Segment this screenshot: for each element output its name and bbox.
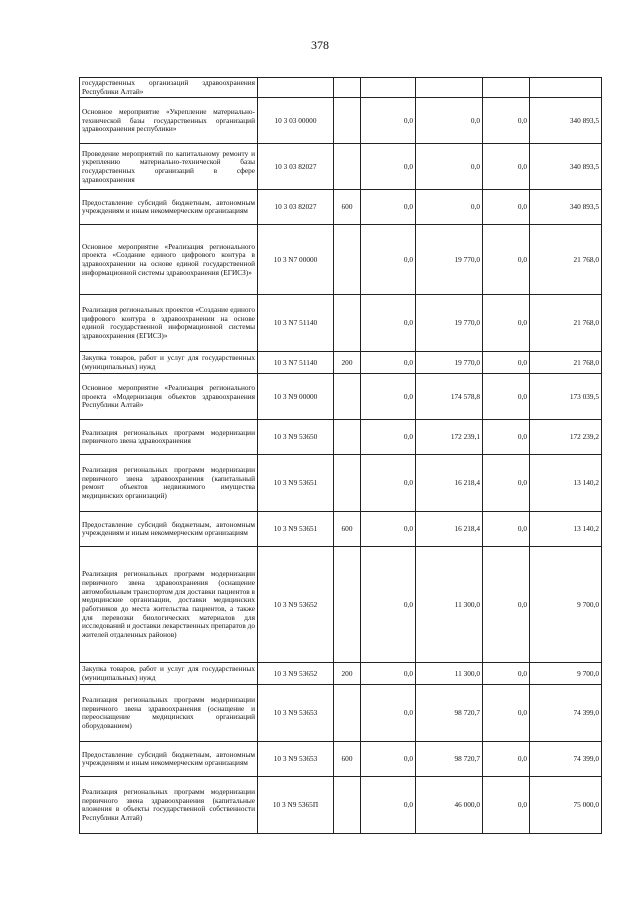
row-description: Реализация региональных программ модернизации первичного звена здравоохранения (капитальные вложения в объекты государственной собственности Республики Алтай) <box>80 777 258 834</box>
row-code: 10 3 N9 53652 <box>258 663 334 685</box>
table-row <box>80 225 602 295</box>
row-expense-type: 200 <box>334 663 361 685</box>
row-code: 10 3 03 00000 <box>258 98 334 144</box>
row-value-2: 0,0 <box>416 144 483 190</box>
row-value-3: 0,0 <box>483 547 530 663</box>
row-description: Основное мероприятие «Реализация регионального проекта «Создание единого цифрового контура в здравоохранении на основе единой государственной информационной системы здравоохранения (ЕГИСЗ)» <box>80 225 258 295</box>
row-value-4: 340 893,5 <box>530 190 602 225</box>
table-row <box>80 190 602 225</box>
row-value-3: 0,0 <box>483 777 530 834</box>
table-row <box>80 777 602 834</box>
row-description: Предоставление субсидий бюджетным, автономным учреждениям и иным некоммерческим организациям <box>80 742 258 777</box>
row-value-3: 0,0 <box>483 144 530 190</box>
row-code: 10 3 N7 00000 <box>258 225 334 295</box>
row-code: 10 3 N9 5365П <box>258 777 334 834</box>
row-value-3: 0,0 <box>483 455 530 512</box>
row-description: государственных организаций здравоохранения Республики Алтай» <box>80 78 258 98</box>
row-value-2: 172 239,1 <box>416 420 483 455</box>
row-expense-type <box>334 295 361 352</box>
row-code <box>258 78 334 98</box>
row-description: Реализация региональных программ модернизации первичного звена здравоохранения (оснащение и переоснащение медицинских организаций оборудованием) <box>80 685 258 742</box>
row-description: Предоставление субсидий бюджетным, автономным учреждениям и иным некоммерческим организациям <box>80 512 258 547</box>
row-value-4: 340 893,5 <box>530 98 602 144</box>
row-value-4: 9 700,0 <box>530 547 602 663</box>
row-value-2: 0,0 <box>416 98 483 144</box>
row-description: Основное мероприятие «Укрепление материально-технической базы государственных организаций здравоохранения республики» <box>80 98 258 144</box>
row-value-1 <box>361 78 416 98</box>
table-row <box>80 420 602 455</box>
row-value-2: 11 300,0 <box>416 547 483 663</box>
row-value-3: 0,0 <box>483 512 530 547</box>
row-expense-type <box>334 374 361 420</box>
row-value-2: 174 578,8 <box>416 374 483 420</box>
row-value-4: 74 399,0 <box>530 742 602 777</box>
row-value-4: 21 768,0 <box>530 225 602 295</box>
row-value-3: 0,0 <box>483 420 530 455</box>
row-value-1: 0,0 <box>361 98 416 144</box>
row-value-4: 172 239,2 <box>530 420 602 455</box>
row-value-1: 0,0 <box>361 685 416 742</box>
row-value-1: 0,0 <box>361 420 416 455</box>
row-expense-type: 600 <box>334 190 361 225</box>
table-row <box>80 742 602 777</box>
row-code: 10 3 N9 53650 <box>258 420 334 455</box>
row-description: Реализация региональных программ модернизации первичного звена здравоохранения (оснащение автомобильным транспортом для доставки пациентов в медицинские организации, доставки медицинских работников до места жительства пациентов, а также для перевозки биологических материалов для исследований и доставки лекарственных препаратов до жителей отдаленных районов) <box>80 547 258 663</box>
row-value-3: 0,0 <box>483 295 530 352</box>
row-value-2 <box>416 78 483 98</box>
table-row <box>80 455 602 512</box>
row-expense-type <box>334 78 361 98</box>
row-value-4: 75 000,0 <box>530 777 602 834</box>
row-expense-type <box>334 547 361 663</box>
row-expense-type <box>334 225 361 295</box>
row-value-1: 0,0 <box>361 374 416 420</box>
row-value-1: 0,0 <box>361 777 416 834</box>
row-value-1: 0,0 <box>361 352 416 374</box>
row-description: Реализация региональных программ модернизации первичного звена здравоохранения (капитальный ремонт объектов недвижимого имущества медицинских организаций) <box>80 455 258 512</box>
row-value-2: 98 720,7 <box>416 742 483 777</box>
row-value-3: 0,0 <box>483 190 530 225</box>
row-value-1: 0,0 <box>361 190 416 225</box>
row-value-2: 16 218,4 <box>416 455 483 512</box>
table-row <box>80 685 602 742</box>
row-value-3: 0,0 <box>483 352 530 374</box>
row-value-3: 0,0 <box>483 374 530 420</box>
row-expense-type <box>334 144 361 190</box>
row-code: 10 3 N9 53651 <box>258 512 334 547</box>
row-value-2: 19 770,0 <box>416 352 483 374</box>
row-value-1: 0,0 <box>361 742 416 777</box>
row-code: 10 3 03 82027 <box>258 144 334 190</box>
table-row <box>80 547 602 663</box>
table-row <box>80 374 602 420</box>
row-description: Предоставление субсидий бюджетным, автономным учреждениям и иным некоммерческим организациям <box>80 190 258 225</box>
row-value-4: 340 893,5 <box>530 144 602 190</box>
row-expense-type <box>334 98 361 144</box>
row-description: Проведение мероприятий по капитальному ремонту и укреплению материально-технической базы государственных организаций в сфере здравоохранения <box>80 144 258 190</box>
row-expense-type: 600 <box>334 512 361 547</box>
row-value-3 <box>483 78 530 98</box>
row-expense-type: 600 <box>334 742 361 777</box>
row-value-4: 21 768,0 <box>530 295 602 352</box>
row-value-2: 16 218,4 <box>416 512 483 547</box>
row-description: Закупка товаров, работ и услуг для государственных (муниципальных) нужд <box>80 663 258 685</box>
row-code: 10 3 N9 00000 <box>258 374 334 420</box>
row-code: 10 3 03 82027 <box>258 190 334 225</box>
row-value-4: 21 768,0 <box>530 352 602 374</box>
row-description: Основное мероприятие «Реализация регионального проекта «Модернизация объектов здравоохранения Республики Алтай» <box>80 374 258 420</box>
row-value-2: 0,0 <box>416 190 483 225</box>
row-value-4: 74 399,0 <box>530 685 602 742</box>
row-value-1: 0,0 <box>361 455 416 512</box>
row-description: Реализация региональных проектов «Создание единого цифрового контура в здравоохранении на основе единой государственной информационной системы здравоохранения (ЕГИСЗ)» <box>80 295 258 352</box>
row-value-2: 19 770,0 <box>416 295 483 352</box>
table-row <box>80 663 602 685</box>
row-value-1: 0,0 <box>361 225 416 295</box>
row-value-2: 98 720,7 <box>416 685 483 742</box>
row-expense-type <box>334 420 361 455</box>
table-row <box>80 352 602 374</box>
row-code: 10 3 N9 53652 <box>258 547 334 663</box>
row-value-4: 9 700,0 <box>530 663 602 685</box>
table-row <box>80 512 602 547</box>
row-value-1: 0,0 <box>361 663 416 685</box>
row-expense-type: 200 <box>334 352 361 374</box>
row-expense-type <box>334 685 361 742</box>
table-row <box>80 98 602 144</box>
row-value-4: 173 039,5 <box>530 374 602 420</box>
row-value-3: 0,0 <box>483 742 530 777</box>
budget-table <box>79 77 602 834</box>
row-description: Закупка товаров, работ и услуг для государственных (муниципальных) нужд <box>80 352 258 374</box>
row-value-2: 19 770,0 <box>416 225 483 295</box>
row-code: 10 3 N7 51140 <box>258 295 334 352</box>
table-row <box>80 78 602 98</box>
row-value-3: 0,0 <box>483 98 530 144</box>
row-value-1: 0,0 <box>361 512 416 547</box>
row-value-4: 13 140,2 <box>530 455 602 512</box>
row-value-4 <box>530 78 602 98</box>
row-value-2: 46 000,0 <box>416 777 483 834</box>
row-value-2: 11 300,0 <box>416 663 483 685</box>
row-value-1: 0,0 <box>361 295 416 352</box>
row-value-3: 0,0 <box>483 225 530 295</box>
row-value-1: 0,0 <box>361 144 416 190</box>
row-code: 10 3 N7 51140 <box>258 352 334 374</box>
page-number: 378 <box>311 38 329 52</box>
row-value-4: 13 140,2 <box>530 512 602 547</box>
row-code: 10 3 N9 53653 <box>258 742 334 777</box>
row-value-3: 0,0 <box>483 663 530 685</box>
row-expense-type <box>334 455 361 512</box>
row-value-1: 0,0 <box>361 547 416 663</box>
row-code: 10 3 N9 53653 <box>258 685 334 742</box>
row-expense-type <box>334 777 361 834</box>
table-row <box>80 144 602 190</box>
row-description: Реализация региональных программ модернизации первичного звена здравоохранения <box>80 420 258 455</box>
row-value-3: 0,0 <box>483 685 530 742</box>
row-code: 10 3 N9 53651 <box>258 455 334 512</box>
table-row <box>80 295 602 352</box>
